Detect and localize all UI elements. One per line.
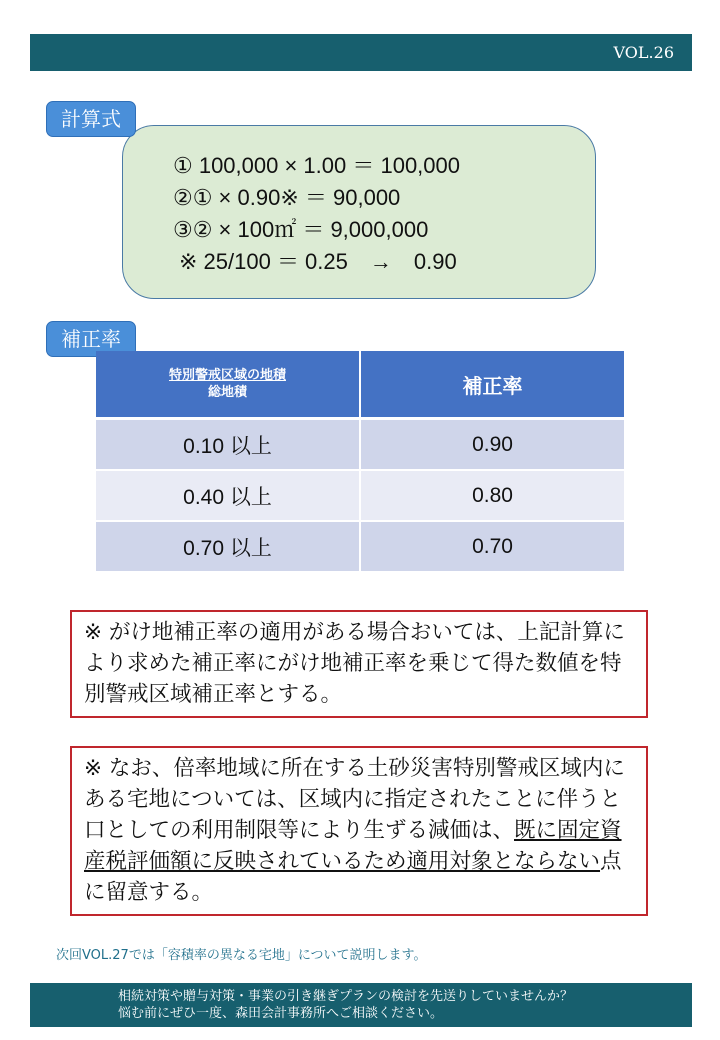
rate-table (96, 351, 624, 573)
cliff-adjustment-note (70, 610, 648, 718)
note-2-text: ※ なお、倍率地域に所在する土砂災害特別警戒区域内にある宅地については、区域内に指定されたことに伴うと口としての利用制限等により生ずる減価は、 (84, 756, 625, 843)
formula-line-3: ③② × 100㎡ ＝ 9,000,000 (173, 217, 429, 242)
ratio-header-denominator: 総地積 (207, 385, 247, 400)
ratio-cell: 0.10 以上 (96, 419, 360, 471)
table-row (96, 521, 624, 572)
rate-cell: 0.90 (360, 419, 624, 471)
footer-line-1: 相続対策や贈与対策・事業の引き継ぎプランの検討を先送りしていませんか？ (118, 989, 574, 1004)
ratio-header (96, 351, 360, 419)
note-1-text: ※ がけ地補正率の適用がある場合おいては、上記計算により求めた補正率にがけ地補正率を乗じて得た数値を特別警戒区域補正率とする。 (84, 620, 625, 707)
rate-header-label: 補正率 (462, 373, 523, 398)
next-issue-note: 次回VOL.27では「容積率の異なる宅地」について説明します。 (56, 948, 427, 963)
note-2-underlined-text: 既に固定資産税評価額に反映されているため適用対象とならない (84, 818, 622, 874)
rate-table-header (96, 351, 624, 419)
formula-tag: 計算式 (46, 101, 136, 137)
footer-bar (30, 983, 692, 1027)
footer-line-2: 悩む前にぜひ一度、森田会計事務所へご相談ください。 (118, 1006, 444, 1021)
rate-header (360, 351, 624, 419)
formula-line-2: ②① × 0.90※ ＝ 90,000 (173, 185, 401, 210)
volume-label: VOL.26 (613, 43, 674, 62)
formula-line-4: ※ 25/100 ＝ 0.25 → 0.90 (179, 249, 457, 274)
rate-cell: 0.70 (360, 521, 624, 572)
header-bar (30, 34, 692, 71)
ratio-header-numerator: 特別警戒区域の地積 (168, 368, 286, 383)
formula-line-1: ① 100,000 × 1.00 ＝ 100,000 (173, 153, 460, 178)
formula-box (122, 125, 596, 299)
table-row (96, 419, 624, 471)
note-2-text-end: 点に留意する。 (84, 849, 622, 905)
ratio-cell: 0.70 以上 (96, 521, 360, 572)
rate-tag: 補正率 (46, 321, 136, 357)
table-row (96, 470, 624, 521)
multiplier-area-note (70, 746, 648, 916)
rate-cell: 0.80 (360, 470, 624, 521)
ratio-cell: 0.40 以上 (96, 470, 360, 521)
